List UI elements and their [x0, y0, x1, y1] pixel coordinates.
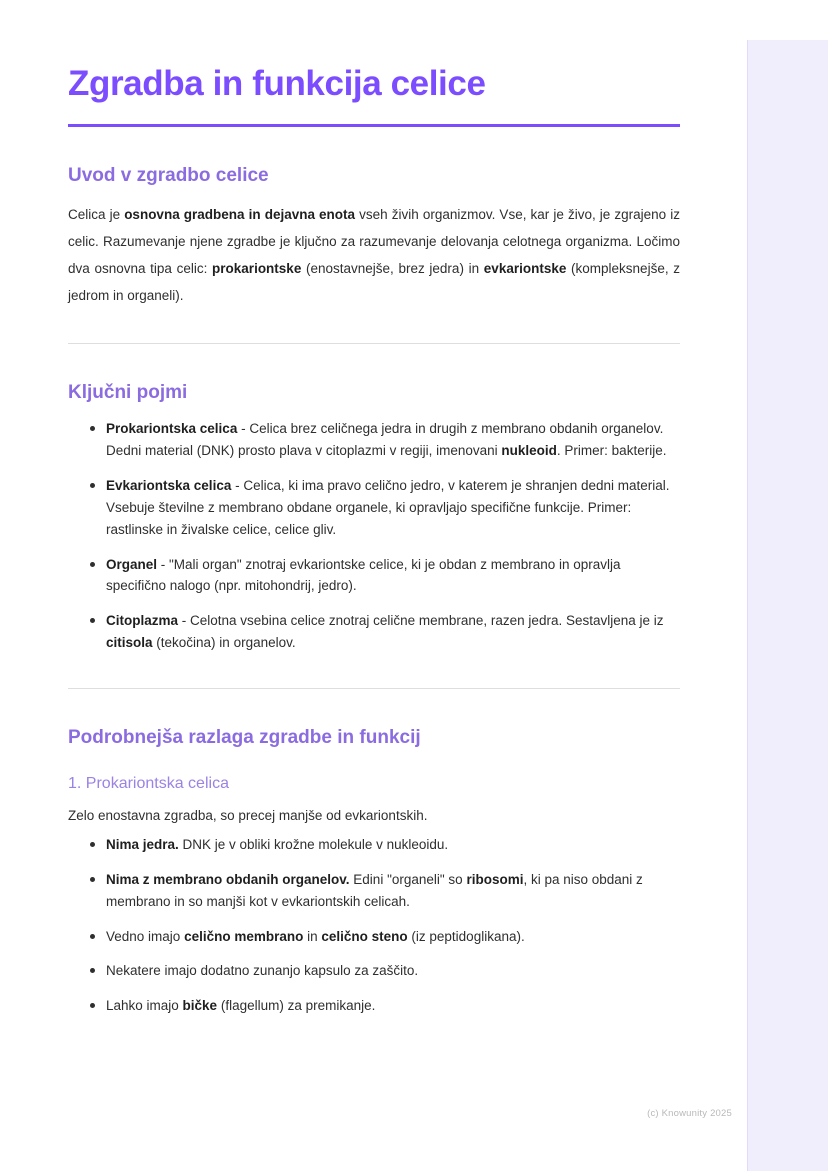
section-heading-intro: Uvod v zgradbo celice — [68, 165, 269, 187]
decorative-side-strip — [747, 40, 828, 1171]
section-heading-details: Podrobnejša razlaga zgradbe in funkcij — [68, 726, 421, 748]
page-title: Zgradba in funkcija celice — [68, 64, 486, 103]
intro-paragraph: Celica je osnovna gradbena in dejavna enota vseh živih organizmov. Vse, kar je živo, je zgrajeno iz celic. Razumevanje njene zgradbe je ključno za razumevanje delovanja celotnega organizma. Ločimo dva osnovna tipa celic: prokariontske (enostavnejše, brez jedra) in evkariontske (kompleksnejše, z jedrom in organeli). — [68, 207, 680, 304]
list-item: Nima jedra. DNK je v obliki krožne molekule v nukleoidu. — [90, 834, 680, 856]
list-item: Nima z membrano obdanih organelov. Edini "organeli" so ribosomi, ki pa niso obdani z membrano in so manjši kot v evkariontskih celicah. — [90, 869, 680, 913]
list-item: Nekatere imajo dodatno zunanjo kapsulo za zaščito. — [90, 960, 680, 982]
title-divider — [68, 124, 680, 127]
list-item: Vedno imajo celično membrano in celično steno (iz peptidoglikana). — [90, 926, 680, 948]
list-item: Lahko imajo bičke (flagellum) za premikanje. — [90, 995, 680, 1017]
list-item: Evkariontska celica - Celica, ki ima pravo celično jedro, v katerem je shranjen dedni material. Vsebuje številne z membrano obdane organele, ki opravljajo specifične funkcije. Primer: rastlinske in živalske celice, celice gliv. — [90, 475, 680, 541]
section-divider-2 — [68, 688, 680, 689]
watermark: (c) Knowunity 2025 — [647, 1108, 732, 1119]
list-item: Organel - "Mali organ" znotraj evkariontske celice, ki je obdan z membrano in opravlja specifično nalogo (npr. mitohondrij, jedro). — [90, 554, 680, 598]
prokaryote-list — [68, 834, 680, 1017]
list-item: Prokariontska celica - Celica brez celičnega jedra in drugih z membrano obdanih organelov. Dedni material (DNK) prosto plava v citoplazmi v regiji, imenovani nukleoid. Primer: bakterije. — [90, 418, 680, 462]
section-heading-key-terms: Ključni pojmi — [68, 382, 188, 404]
list-item: Citoplazma - Celotna vsebina celice znotraj celične membrane, razen jedra. Sestavljena je iz citisola (tekočina) in organelov. — [90, 610, 680, 654]
section-divider-1 — [68, 343, 680, 344]
subsection-heading-prokaryote: 1. Prokariontska celica — [68, 774, 229, 792]
key-terms-list — [68, 418, 680, 654]
subsection-paragraph: Zelo enostavna zgradba, so precej manjše od evkariontskih. — [68, 807, 428, 823]
